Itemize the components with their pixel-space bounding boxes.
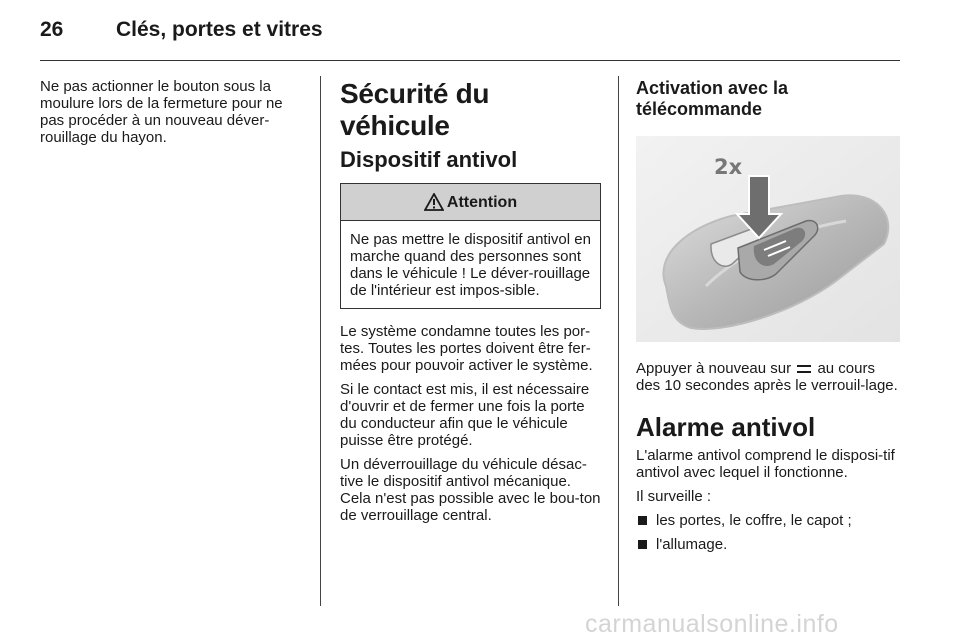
warning-header xyxy=(341,184,600,221)
column-divider xyxy=(618,76,619,606)
section-heading: Sécurité du véhicule xyxy=(340,78,490,141)
list-item-text: l'allumage. xyxy=(656,536,728,553)
lock-button-icon xyxy=(797,365,811,373)
instruction-text: au cours des 10 secondes après le verrouil-lage. xyxy=(636,360,898,394)
chapter-title: Clés, portes et vitres xyxy=(116,18,323,41)
instruction-text: Appuyer à nouveau sur xyxy=(636,360,792,377)
watermark: carmanualsonline.info xyxy=(585,610,839,638)
column-divider xyxy=(320,76,321,606)
header-rule xyxy=(40,60,900,61)
section-heading: Alarme antivol xyxy=(636,412,816,442)
instruction-paragraph xyxy=(636,360,900,394)
paragraph: Le système condamne toutes les por-tes. Toutes les portes doivent être fer-mées pour pouvoir activer le système. xyxy=(340,323,593,374)
list-item-text: les portes, le coffre, le capot ; xyxy=(656,512,852,529)
page-number: 26 xyxy=(40,18,64,41)
key-fob-illustration xyxy=(636,136,900,342)
warning-triangle-icon xyxy=(424,193,444,211)
column-right xyxy=(636,78,900,560)
bullet-icon xyxy=(638,540,647,549)
subsection-heading: Dispositif antivol xyxy=(340,147,518,172)
warning-text: Ne pas mettre le dispositif antivol en marche quand des personnes sont dans le véhicule ! Le déver-rouillage de l'intérieur est impos-sible. xyxy=(350,231,591,299)
paragraph: L'alarme antivol comprend le disposi-tif antivol avec lequel il fonctionne. xyxy=(636,447,895,481)
bullet-icon xyxy=(638,516,647,525)
list-item xyxy=(636,512,900,529)
paragraph: Un déverrouillage du véhicule désac-tive le dispositif antivol mécanique. Cela n'est pas possible avec le bou-ton de verrouillage central. xyxy=(340,456,601,524)
column-left xyxy=(40,78,302,153)
warning-box xyxy=(340,183,601,309)
paragraph: Si le contact est mis, il est nécessaire d'ouvrir et de fermer une fois la porte du conducteur afin que le véhicule puisse être protégé. xyxy=(340,381,590,449)
section-heading: Activation avec la télécommande xyxy=(636,78,789,119)
list-item xyxy=(636,536,900,553)
paragraph: Il surveille : xyxy=(636,488,712,505)
column-middle xyxy=(340,78,602,531)
paragraph: Ne pas actionner le bouton sous la moulure lors de la fermeture pour ne pas procéder à un nouveau déver-rouillage du hayon. xyxy=(40,78,283,146)
press-count-label: 2x xyxy=(714,155,743,179)
warning-title: Attention xyxy=(446,193,518,211)
